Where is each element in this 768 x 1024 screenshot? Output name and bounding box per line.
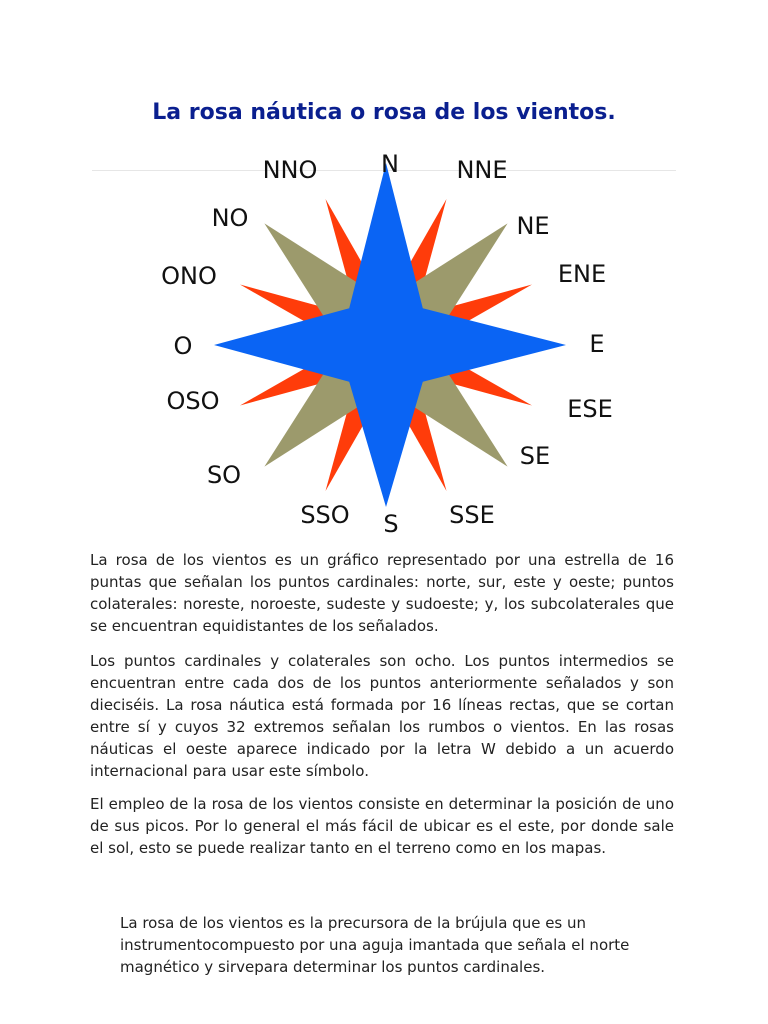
cardinal-star (211, 163, 566, 507)
label-no: NO (211, 204, 249, 232)
paragraph-1: La rosa de los vientos es un gráfico representado por una estrella de 16 puntas que señalan los puntos cardinales: norte, sur, este y oeste; puntos colaterales: noreste, noroeste, sudeste y sudoeste; y, los subcolaterales que se encuentran equidistantes de los señalados. (90, 551, 674, 635)
label-so: SO (206, 461, 242, 489)
label-ne: NE (516, 212, 550, 240)
label-ono: ONO (161, 262, 217, 290)
label-nno: NNO (262, 156, 318, 184)
label-n: N (381, 150, 399, 178)
label-ene: ENE (557, 260, 607, 288)
paragraph-2: Los puntos cardinales y colaterales son ocho. Los puntos intermedios se encuentran entre cada dos de los puntos anteriormente señalados y son dieciséis. La rosa náutica está formada por 16 líneas rectas, que se cortan entre sí y cuyos 32 extremos señalan los rumbos o vientos. En las rosas náuticas el oeste aparece indicado por la letra W debido a un acuerdo internacional para usar este símbolo. (90, 652, 674, 780)
label-oso: OSO (166, 387, 220, 415)
label-sso: SSO (300, 501, 350, 529)
compass-rose-shapes (211, 163, 566, 507)
label-ese: ESE (567, 395, 613, 423)
label-sse: SSE (449, 501, 495, 529)
label-nne: NNE (456, 156, 508, 184)
page-title: La rosa náutica o rosa de los vientos. (152, 100, 616, 125)
label-o: O (173, 332, 193, 360)
label-s: S (383, 510, 399, 538)
label-e: E (589, 330, 605, 358)
paragraph-3: El empleo de la rosa de los vientos consiste en determinar la posición de uno de sus picos. Por lo general el más fácil de ubicar es el este, por donde sale el sol, esto se puede realizar tanto en el terreno como en los mapas. (90, 795, 674, 857)
label-se: SE (519, 442, 551, 470)
note-paragraph: La rosa de los vientos es la precursora de la brújula que es un instrumentocompuesto por una aguja imantada que señala el norte magnético y sirvepara determinar los puntos cardinales. (120, 914, 630, 976)
